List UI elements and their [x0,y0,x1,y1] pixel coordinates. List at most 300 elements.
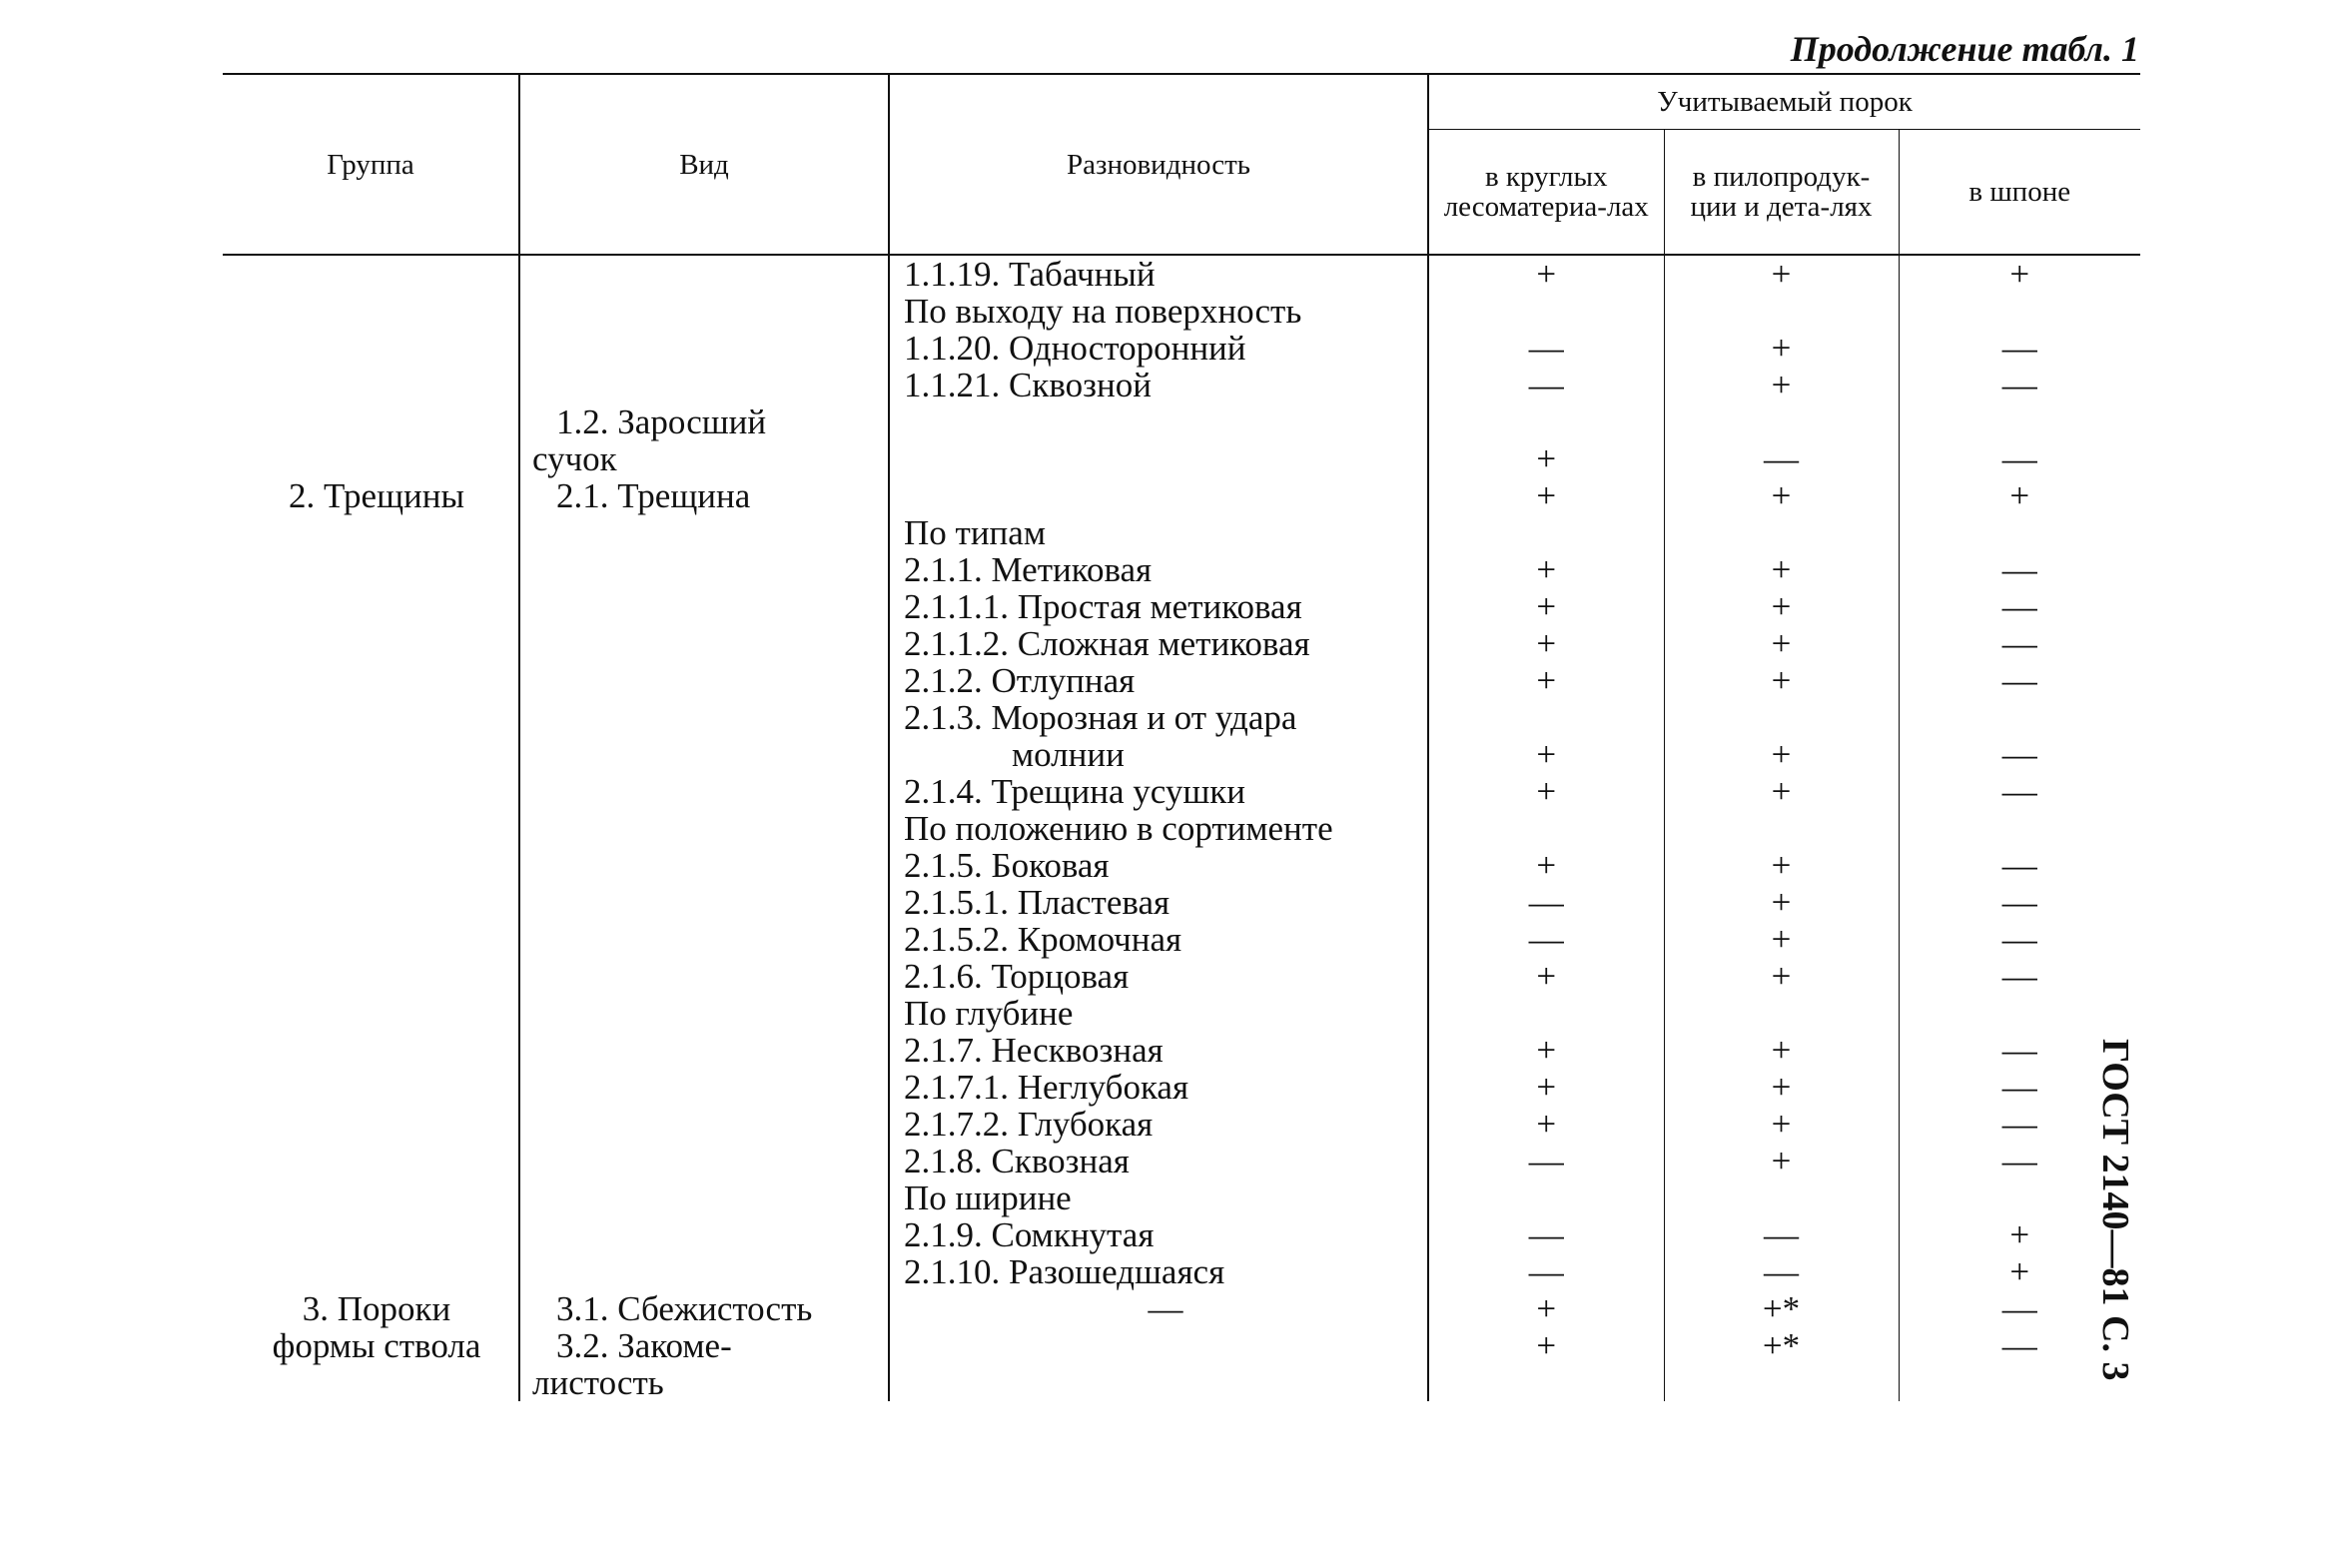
cell-variety [889,699,1428,736]
cell-kind [519,699,889,736]
cell-veneer [1899,1069,2140,1106]
table-row [223,995,2140,1032]
cell-kind [519,773,889,810]
cell-sawn-products-text: + [1771,624,1792,663]
cell-round-timber [1428,1327,1664,1364]
cell-round-timber [1428,995,1664,1032]
cell-sawn-products [1664,514,1899,551]
cell-veneer-text: — [2001,735,2037,774]
cell-sawn-products [1664,1253,1899,1290]
cell-variety-text: 1.1.19. Табачный [904,255,1156,294]
cell-kind [519,1143,889,1179]
cell-round-timber-text: + [1536,846,1557,885]
cell-round-timber-text: + [1536,550,1557,589]
table-row [223,1143,2140,1179]
cell-veneer [1899,440,2140,477]
cell-veneer [1899,588,2140,625]
table-continuation-caption: Продолжение табл. 1 [1790,29,2139,69]
cell-veneer-text: — [2001,957,2037,996]
cell-veneer-text: + [2009,476,2030,515]
cell-sawn-products [1664,1143,1899,1179]
cell-sawn-products [1664,736,1899,773]
cell-sawn-products-text: — [1764,1252,1799,1291]
cell-group [223,810,519,847]
cell-sawn-products-text: + [1771,957,1792,996]
cell-variety [889,551,1428,588]
cell-kind [519,440,889,477]
cell-sawn-products [1664,847,1899,884]
cell-group [223,921,519,958]
cell-round-timber [1428,884,1664,921]
cell-veneer [1899,662,2140,699]
cell-round-timber-text: — [1528,329,1564,368]
cell-group [223,367,519,403]
cell-veneer [1899,1253,2140,1290]
cell-kind [519,1290,889,1327]
cell-sawn-products-text: + [1771,772,1792,811]
cell-group-text: формы ствола [272,1326,481,1365]
cell-variety-text: 2.1.4. Трещина усушки [904,772,1246,811]
cell-round-timber [1428,699,1664,736]
defects-table [223,73,2140,1401]
cell-veneer [1899,1290,2140,1327]
cell-kind [519,921,889,958]
cell-variety-text: 1.1.21. Сквозной [904,366,1152,404]
cell-round-timber [1428,847,1664,884]
cell-round-timber-text: + [1536,1068,1557,1107]
cell-group [223,403,519,440]
cell-variety [889,1364,1428,1401]
cell-sawn-products-text: + [1771,587,1792,626]
cell-variety-text: По типам [904,513,1046,552]
cell-round-timber [1428,330,1664,367]
cell-sawn-products-text: + [1771,1105,1792,1144]
cell-variety [889,847,1428,884]
cell-sawn-products-text: +* [1762,1326,1801,1365]
cell-variety-text: 2.1.8. Сквозная [904,1142,1130,1180]
cell-group [223,958,519,995]
cell-kind-text: сучок [532,439,617,478]
cell-variety [889,1143,1428,1179]
cell-kind [519,477,889,514]
table-row [223,1216,2140,1253]
cell-round-timber [1428,1032,1664,1069]
cell-sawn-products [1664,699,1899,736]
cell-veneer [1899,958,2140,995]
cell-group [223,1364,519,1401]
cell-sawn-products [1664,293,1899,330]
table-row [223,1327,2140,1364]
cell-group [223,1106,519,1143]
cell-round-timber [1428,255,1664,293]
cell-veneer-text: — [2001,1068,2037,1107]
cell-round-timber [1428,625,1664,662]
cell-sawn-products [1664,810,1899,847]
cell-round-timber-text: — [1528,1215,1564,1254]
cell-variety [889,293,1428,330]
cell-round-timber-text: + [1536,957,1557,996]
cell-round-timber [1428,551,1664,588]
cell-variety-text: 2.1.1. Метиковая [904,550,1153,589]
cell-kind-text: 3.2. Закоме- [556,1326,732,1365]
cell-group [223,736,519,773]
cell-round-timber [1428,477,1664,514]
cell-round-timber-text: + [1536,772,1557,811]
table-row [223,367,2140,403]
cell-kind-text: 2.1. Трещина [556,476,751,515]
cell-veneer-text: — [2001,1142,2037,1180]
cell-veneer [1899,1216,2140,1253]
cell-veneer [1899,773,2140,810]
cell-veneer-text: — [2001,1289,2037,1328]
cell-group [223,1069,519,1106]
cell-veneer [1899,810,2140,847]
cell-group [223,255,519,293]
header-round-timber: в круглых лесоматериа-лах [1428,130,1664,256]
cell-veneer [1899,995,2140,1032]
cell-veneer-text: + [2009,255,2030,294]
cell-group [223,293,519,330]
header-variety: Разновидность [889,74,1428,255]
table-row [223,921,2140,958]
cell-group [223,847,519,884]
cell-veneer-text: — [2001,883,2037,922]
cell-round-timber [1428,736,1664,773]
cell-veneer [1899,1179,2140,1216]
table-row [223,255,2140,293]
cell-sawn-products [1664,958,1899,995]
cell-variety [889,588,1428,625]
cell-kind [519,403,889,440]
cell-group [223,440,519,477]
cell-veneer-text: — [2001,366,2037,404]
cell-variety [889,1069,1428,1106]
table-row [223,514,2140,551]
cell-veneer-text: + [2009,1252,2030,1291]
cell-round-timber [1428,403,1664,440]
cell-round-timber [1428,440,1664,477]
cell-variety [889,958,1428,995]
cell-variety-text: По ширине [904,1178,1072,1217]
cell-sawn-products [1664,1216,1899,1253]
cell-round-timber [1428,958,1664,995]
cell-sawn-products-text: + [1771,883,1792,922]
cell-round-timber [1428,1179,1664,1216]
cell-group [223,1143,519,1179]
table-row [223,551,2140,588]
cell-variety [889,1290,1428,1327]
cell-sawn-products [1664,1290,1899,1327]
cell-veneer [1899,255,2140,293]
cell-kind [519,551,889,588]
cell-round-timber-text: + [1536,1289,1557,1328]
cell-veneer [1899,1364,2140,1401]
cell-sawn-products [1664,255,1899,293]
cell-veneer-text: — [2001,587,2037,626]
cell-kind [519,1032,889,1069]
cell-sawn-products [1664,1364,1899,1401]
cell-sawn-products [1664,1032,1899,1069]
cell-variety [889,514,1428,551]
cell-variety-text: 2.1.3. Морозная и от удара [904,698,1297,737]
cell-round-timber [1428,1216,1664,1253]
cell-round-timber-text: — [1528,883,1564,922]
cell-variety [889,1179,1428,1216]
cell-veneer-text: — [2001,329,2037,368]
cell-group [223,699,519,736]
table-row [223,1364,2140,1401]
cell-round-timber [1428,1364,1664,1401]
cell-group [223,1179,519,1216]
table-row [223,625,2140,662]
cell-group [223,514,519,551]
cell-variety-text: 2.1.7.2. Глубокая [904,1105,1154,1144]
cell-sawn-products [1664,1327,1899,1364]
cell-sawn-products [1664,551,1899,588]
cell-sawn-products [1664,995,1899,1032]
table-row [223,884,2140,921]
cell-sawn-products [1664,477,1899,514]
table-row [223,1069,2140,1106]
table-row [223,330,2140,367]
cell-round-timber [1428,1143,1664,1179]
cell-round-timber-text: + [1536,476,1557,515]
header-veneer: в шпоне [1899,130,2140,256]
cell-group [223,588,519,625]
cell-round-timber [1428,1290,1664,1327]
cell-variety [889,440,1428,477]
table-row [223,810,2140,847]
cell-veneer [1899,514,2140,551]
cell-sawn-products [1664,625,1899,662]
cell-veneer [1899,551,2140,588]
cell-veneer [1899,736,2140,773]
cell-round-timber [1428,1253,1664,1290]
cell-variety-text: 2.1.1.1. Простая метиковая [904,587,1302,626]
cell-kind [519,1327,889,1364]
cell-sawn-products-text: + [1771,550,1792,589]
cell-group [223,884,519,921]
cell-round-timber-text: — [1528,920,1564,959]
cell-veneer-text: — [2001,1105,2037,1144]
cell-group-text: 3. Пороки [302,1289,451,1328]
cell-variety [889,330,1428,367]
cell-kind [519,588,889,625]
cell-sawn-products-text: + [1771,476,1792,515]
cell-kind [519,1364,889,1401]
cell-kind [519,1179,889,1216]
cell-kind [519,255,889,293]
cell-veneer [1899,1032,2140,1069]
cell-round-timber-text: — [1528,1252,1564,1291]
cell-variety-text: 2.1.5.1. Пластевая [904,883,1171,922]
cell-sawn-products-text: + [1771,255,1792,294]
table-header [223,74,2140,255]
cell-sawn-products [1664,1179,1899,1216]
cell-variety-text: 2.1.7. Несквозная [904,1031,1164,1070]
cell-veneer [1899,403,2140,440]
cell-group [223,477,519,514]
cell-veneer [1899,1143,2140,1179]
cell-group [223,995,519,1032]
table-row [223,699,2140,736]
cell-sawn-products-text: + [1771,735,1792,774]
cell-variety-text: 2.1.5. Боковая [904,846,1110,885]
document-side-label: ГОСТ 2140—81 С. 3 [2094,1039,2136,1381]
cell-kind [519,1106,889,1143]
cell-round-timber [1428,773,1664,810]
header-kind: Вид [519,74,889,255]
cell-round-timber-text: + [1536,255,1557,294]
cell-round-timber-text: + [1536,1326,1557,1365]
cell-variety [889,995,1428,1032]
cell-sawn-products [1664,367,1899,403]
cell-sawn-products [1664,330,1899,367]
cell-kind [519,1253,889,1290]
cell-kind-text: листость [532,1363,664,1402]
cell-sawn-products-text: + [1771,366,1792,404]
cell-group [223,773,519,810]
cell-group [223,625,519,662]
header-accounted-defect: Учитываемый порок [1428,74,2140,130]
cell-veneer-text: — [2001,846,2037,885]
cell-round-timber-text: + [1536,1105,1557,1144]
cell-variety [889,1106,1428,1143]
table-row [223,440,2140,477]
cell-sawn-products [1664,884,1899,921]
cell-round-timber [1428,588,1664,625]
cell-variety [889,625,1428,662]
cell-sawn-products [1664,403,1899,440]
table-row [223,1290,2140,1327]
table-row [223,403,2140,440]
cell-veneer-text: — [2001,772,2037,811]
header-sawn-products: в пилопродук-ции и дета-лях [1664,130,1899,256]
cell-kind-text: 1.2. Заросший [556,402,767,441]
cell-veneer [1899,884,2140,921]
cell-sawn-products [1664,440,1899,477]
cell-sawn-products-text: + [1771,1031,1792,1070]
table-row [223,588,2140,625]
cell-sawn-products-text: — [1764,1215,1799,1254]
cell-round-timber [1428,514,1664,551]
cell-variety [889,403,1428,440]
header-group: Группа [223,74,519,255]
cell-group [223,1290,519,1327]
cell-round-timber-text: — [1528,366,1564,404]
cell-group [223,1253,519,1290]
cell-kind [519,995,889,1032]
cell-sawn-products [1664,588,1899,625]
cell-group [223,1327,519,1364]
table-row [223,958,2140,995]
cell-variety-text: 2.1.2. Отлупная [904,661,1136,700]
table-row [223,736,2140,773]
cell-round-timber [1428,367,1664,403]
cell-sawn-products-text: + [1771,661,1792,700]
cell-round-timber-text: — [1528,1142,1564,1180]
table-row [223,1106,2140,1143]
cell-variety [889,810,1428,847]
table-row [223,1253,2140,1290]
cell-sawn-products [1664,662,1899,699]
cell-variety-text: 2.1.1.2. Сложная метиковая [904,624,1310,663]
table-row [223,1179,2140,1216]
cell-variety-text: 2.1.6. Торцовая [904,957,1130,996]
cell-sawn-products-text: + [1771,329,1792,368]
cell-variety-text: 2.1.5.2. Кромочная [904,920,1182,959]
cell-variety-text: 2.1.7.1. Неглубокая [904,1068,1189,1107]
table-body [223,255,2140,1401]
cell-veneer [1899,1327,2140,1364]
cell-round-timber-text: + [1536,661,1557,700]
cell-variety [889,773,1428,810]
cell-round-timber-text: + [1536,735,1557,774]
cell-variety [889,477,1428,514]
cell-round-timber-text: + [1536,439,1557,478]
cell-kind [519,1216,889,1253]
cell-sawn-products [1664,921,1899,958]
cell-kind [519,625,889,662]
cell-kind [519,514,889,551]
cell-variety-text: 2.1.10. Разошедшаяся [904,1252,1225,1291]
cell-kind [519,293,889,330]
cell-veneer-text: — [2001,439,2037,478]
cell-kind-text: 3.1. Сбежистость [556,1289,813,1328]
cell-veneer [1899,477,2140,514]
cell-round-timber [1428,921,1664,958]
cell-variety [889,367,1428,403]
cell-kind [519,1069,889,1106]
cell-group [223,1032,519,1069]
cell-variety [889,1032,1428,1069]
cell-variety-text: По выходу на поверхность [904,292,1302,331]
cell-group [223,330,519,367]
cell-veneer [1899,330,2140,367]
cell-veneer [1899,293,2140,330]
cell-round-timber-text: + [1536,1031,1557,1070]
cell-veneer [1899,699,2140,736]
cell-kind [519,662,889,699]
cell-veneer-text: — [2001,550,2037,589]
cell-veneer-text: — [2001,1326,2037,1365]
cell-group-text: 2. Трещины [288,476,464,515]
cell-sawn-products [1664,1106,1899,1143]
cell-variety-text: 2.1.9. Сомкнутая [904,1215,1155,1254]
cell-round-timber [1428,1106,1664,1143]
cell-variety [889,1327,1428,1364]
cell-round-timber [1428,293,1664,330]
cell-variety [889,255,1428,293]
cell-kind [519,367,889,403]
cell-sawn-products-text: + [1771,920,1792,959]
cell-variety-text: По глубине [904,994,1074,1033]
cell-veneer [1899,921,2140,958]
cell-kind [519,330,889,367]
cell-group [223,551,519,588]
cell-kind [519,884,889,921]
cell-round-timber-text: + [1536,624,1557,663]
cell-kind [519,810,889,847]
cell-sawn-products [1664,1069,1899,1106]
cell-variety [889,662,1428,699]
cell-variety [889,1216,1428,1253]
table-row [223,477,2140,514]
cell-variety [889,884,1428,921]
cell-veneer-text: — [2001,661,2037,700]
cell-kind [519,847,889,884]
cell-variety-text: молнии [1012,735,1125,774]
